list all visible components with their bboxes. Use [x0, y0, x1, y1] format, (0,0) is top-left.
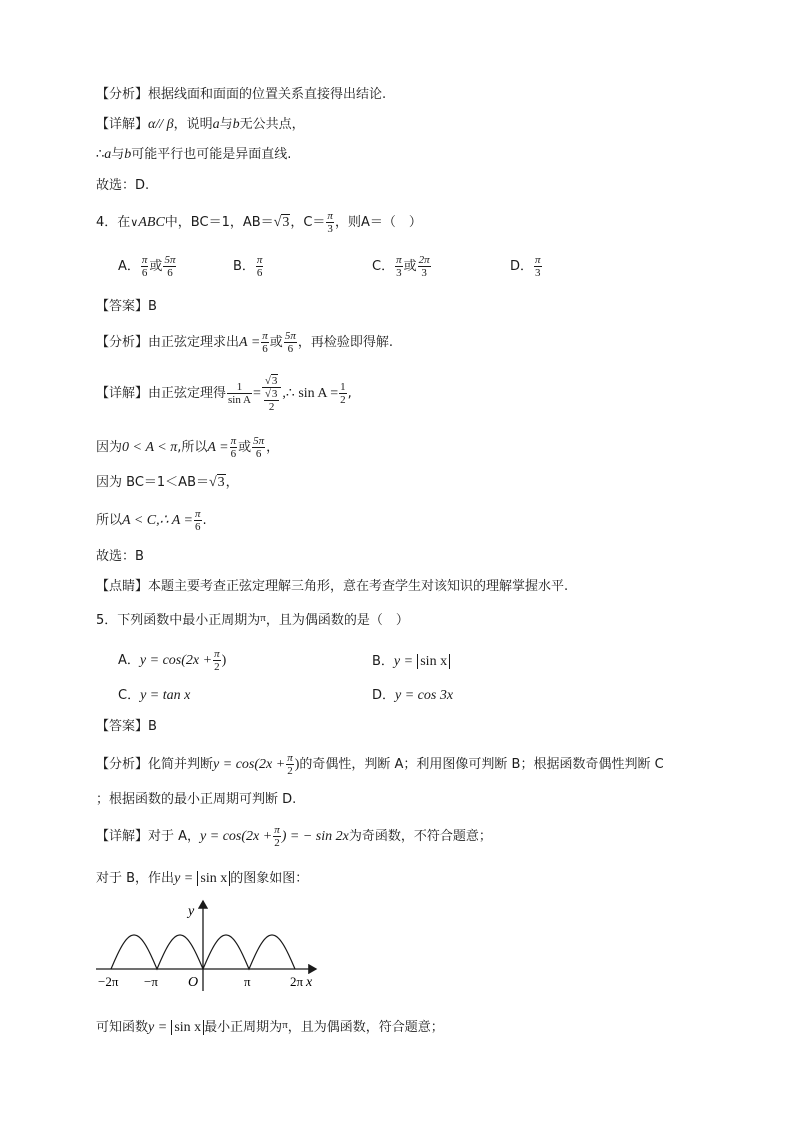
or-text: 或: [403, 259, 417, 274]
q4-detail-line: [96, 366, 352, 422]
q4-option-a[interactable]: [118, 254, 177, 279]
fraction: [273, 824, 281, 849]
q4-end: ，则A＝（ ）: [334, 215, 422, 230]
close-paren: ): [294, 757, 300, 772]
frac-den: 3: [396, 267, 402, 279]
fraction: [261, 330, 269, 355]
therefore-line: [96, 146, 291, 164]
detail-tag: 【详解】: [96, 386, 149, 401]
therefore-tail: 可能平行也可能是异面直线.: [131, 147, 292, 162]
period: .: [202, 513, 207, 528]
q5-answer-line: [96, 718, 157, 736]
frac-den: 2: [340, 394, 346, 406]
q4-option-d[interactable]: [510, 254, 543, 279]
comment-text: 本题主要考查正弦定理解三角形，意在考查学生对该知识的理解掌握水平.: [148, 579, 569, 594]
so-text: ,所以: [177, 440, 208, 455]
x-axis-label: x: [306, 975, 313, 990]
conclusion-end: ，且为偶函数，符合题意；: [287, 1020, 444, 1035]
origin-label: O: [188, 975, 199, 990]
frac-den: sin A: [228, 394, 251, 406]
fraction: [141, 254, 149, 279]
frac-den: 6: [255, 448, 262, 460]
q5-option-a[interactable]: [118, 646, 226, 676]
fraction: [230, 435, 238, 460]
frac-num: √3: [262, 375, 282, 388]
q5-end: ，且为偶函数的是（ ）: [265, 613, 409, 628]
frac-den: 3: [327, 223, 333, 235]
q4-option-b[interactable]: [233, 254, 264, 279]
frac-den: 6: [141, 267, 148, 279]
q5-option-b[interactable]: [372, 650, 450, 670]
frac-den: 6: [256, 267, 263, 279]
analysis-line-3: [96, 86, 386, 104]
frac-den-2: 2: [214, 661, 220, 673]
answer-value: B: [148, 719, 157, 734]
comment-tag: 【点睛】: [96, 579, 149, 594]
so-text: 所以: [96, 513, 123, 528]
comma: ,: [347, 386, 352, 401]
q4-answer-line: [96, 298, 157, 316]
frac-den: 6: [262, 343, 268, 355]
option-label: A．: [118, 653, 140, 668]
tick-label: 2π: [290, 974, 304, 989]
frac-den: 6: [167, 267, 173, 279]
analysis-text: 化简并判断: [148, 757, 214, 772]
q5-prefix: 5．下列函数中最小正周期为: [96, 613, 261, 628]
option-label: D．: [372, 688, 396, 703]
q4-comment-line: [96, 578, 568, 596]
and-text: 与: [111, 147, 125, 162]
fraction: [534, 254, 542, 279]
option-expr: y = tan x: [140, 688, 191, 703]
detail-expr: y = cos(2x +: [200, 829, 273, 844]
q5-conclusion-line: [96, 1016, 444, 1037]
frac-num: 5π: [284, 330, 296, 342]
fraction: [252, 435, 265, 460]
answer-tag: 【答案】: [96, 719, 149, 734]
q4-option-c[interactable]: [372, 254, 432, 279]
frac-num: π: [195, 508, 201, 520]
fraction: [418, 254, 431, 279]
detail-line-3: [96, 116, 305, 134]
detail-tag: 【详解】: [96, 829, 149, 844]
abs-expr: sin x: [417, 654, 450, 669]
analysis-expr: y = cos(2x +: [213, 757, 286, 772]
therefore-symbol: ∴: [96, 147, 105, 162]
pi-symbol: π: [282, 1019, 288, 1031]
detail-text: ，说明: [173, 117, 213, 132]
sqrt-radicand: 3: [271, 387, 278, 400]
fraction: [395, 254, 403, 279]
option-expr: y = cos(2x +: [139, 653, 213, 668]
fraction: [339, 381, 347, 406]
analysis-tail: ，再检验即得解.: [297, 335, 393, 350]
frac-num: π: [274, 824, 280, 836]
q4-c: ，C＝: [290, 215, 326, 230]
q4-because2: [96, 474, 239, 492]
detail-close: ) = − sin 2x: [281, 829, 349, 844]
sqrt-radicand: 3: [282, 215, 290, 230]
abs-expr: sin x: [171, 1020, 204, 1035]
option-expr: y = cos 3x: [395, 688, 454, 703]
conclusion-mid: 最小正周期为: [204, 1020, 283, 1035]
analysis-text-2: 的奇偶性，判断 A；利用图像可判断 B；根据函数奇偶性判断 C: [299, 757, 664, 772]
or-text: 或: [149, 259, 163, 274]
y-axis-label: y: [188, 904, 195, 919]
frac-den: 3: [421, 267, 427, 279]
q5-forB-line: [96, 870, 308, 888]
a-eq: A =: [207, 440, 229, 455]
inner-fraction: [264, 388, 280, 413]
because-text: 因为: [96, 440, 123, 455]
abs-sin-graph: [92, 895, 332, 1005]
detail-text: 对于 A，: [148, 829, 201, 844]
frac-den: 2: [274, 837, 280, 849]
frac-num: π: [230, 435, 237, 447]
detail-expr: α// β: [148, 117, 174, 132]
triangle-name: ABC: [138, 215, 165, 230]
frac-den: 2: [287, 765, 293, 777]
answer-tag: 【答案】: [96, 299, 149, 314]
and-text: 与: [219, 117, 233, 132]
sqrt-radicand: 3: [217, 475, 225, 490]
frac-num: π: [327, 210, 333, 222]
q5-option-d[interactable]: [372, 684, 453, 704]
forB-expr: y =: [174, 871, 194, 886]
option-label: C．: [372, 259, 395, 274]
sqrt3: √3: [208, 475, 225, 490]
q4-because1: [96, 433, 279, 463]
compound-fraction: [262, 375, 282, 413]
frac-num: 2π: [418, 254, 430, 266]
tick-label: π: [244, 974, 251, 989]
detail-text: 由正弦定理得: [148, 386, 227, 401]
frac-den: 2: [268, 400, 275, 413]
fraction: [256, 254, 264, 279]
var-b: b: [124, 147, 132, 162]
frac-num: √3: [264, 387, 278, 400]
tick-labels: [98, 974, 304, 989]
fraction: [194, 508, 202, 533]
q5-detail-line: [96, 822, 492, 852]
so-expr: A < C,∴ A =: [122, 513, 193, 528]
frac-num: 5π: [164, 254, 176, 266]
close-paren: ): [221, 653, 227, 668]
frac-num: 1: [340, 381, 346, 393]
q4-so-line: [96, 506, 207, 536]
analysis-tag: 【分析】: [96, 87, 149, 102]
fraction: [286, 752, 294, 777]
frac-den: 6: [195, 521, 201, 533]
conclusion-expr: y =: [148, 1020, 168, 1035]
comma: ，: [266, 440, 280, 455]
comma: ，: [225, 475, 239, 490]
fraction: [163, 254, 176, 279]
option-label: C．: [118, 688, 141, 703]
q4-choose-line: 故选：B: [96, 549, 144, 564]
option-label: D．: [510, 259, 534, 274]
choose-line-3: 故选：D.: [96, 178, 150, 193]
detail-text-2: 为奇函数，不符合题意；: [348, 829, 492, 844]
therefore-sin: ,∴ sin A =: [282, 386, 339, 401]
var-b: b: [232, 117, 240, 132]
frac-den: 6: [230, 448, 237, 460]
analysis-text: 由正弦定理求出: [148, 335, 240, 350]
frac-den: [262, 388, 282, 413]
frac-den: 3: [535, 267, 541, 279]
a-eq: A =: [239, 335, 261, 350]
fraction: [284, 330, 297, 355]
abs-expr: sin x: [197, 871, 230, 886]
because-text: 因为 BC＝1＜AB＝: [96, 475, 209, 490]
q5-option-c[interactable]: [118, 684, 190, 704]
frac-num: 1: [227, 381, 252, 394]
q5-analysis-line-2: ；根据函数的最小正周期可判断 D.: [96, 792, 297, 807]
var-a: a: [104, 147, 112, 162]
answer-value: B: [148, 299, 157, 314]
option-label: B．: [372, 654, 394, 669]
frac-num: π: [396, 254, 402, 266]
var-a: a: [212, 117, 220, 132]
fraction: [213, 648, 221, 673]
detail-tail: 无公共点，: [239, 117, 305, 132]
frac-num: π: [287, 752, 293, 764]
analysis-tag: 【分析】: [96, 335, 149, 350]
tick-label: −2π: [98, 974, 119, 989]
frac-num: π: [262, 330, 268, 342]
c-fraction: [326, 210, 334, 235]
frac-den: 6: [287, 343, 294, 355]
q4-analysis-line: [96, 328, 393, 358]
frac-num: π: [214, 648, 220, 660]
pi-symbol: π: [260, 612, 266, 624]
eq-sign: =: [252, 386, 261, 401]
forB-end: 的图象如图：: [230, 871, 309, 886]
sqrt-radicand: 3: [271, 374, 278, 387]
or-text: 或: [269, 335, 283, 350]
range-expr: 0 < A < π: [122, 440, 178, 455]
option-label: A．: [118, 259, 140, 274]
analysis-text: 根据线面和面面的位置关系直接得出结论.: [148, 87, 387, 102]
frac-num: 5π: [253, 435, 265, 447]
frac-num: π: [535, 254, 541, 266]
option-expr: y =: [393, 654, 414, 669]
detail-tag: 【详解】: [96, 117, 149, 132]
option-label: B．: [233, 259, 255, 274]
fraction: [227, 381, 252, 406]
analysis-tag: 【分析】: [96, 757, 149, 772]
q4-stem: [96, 208, 422, 238]
q5-stem: [96, 609, 409, 630]
or-text: 或: [238, 440, 252, 455]
conclusion-text: 可知函数: [96, 1020, 149, 1035]
tick-label: −π: [144, 974, 158, 989]
forB-text: 对于 B，作出: [96, 871, 175, 886]
frac-num: π: [256, 254, 263, 266]
q4-mid: 中，BC＝1，AB＝: [164, 215, 274, 230]
frac-num: π: [141, 254, 148, 266]
sqrt3: √3: [273, 215, 290, 230]
triangle-symbol: ∨: [130, 216, 139, 229]
q4-prefix: 4．在: [96, 215, 131, 230]
q5-analysis-line: [96, 750, 664, 780]
